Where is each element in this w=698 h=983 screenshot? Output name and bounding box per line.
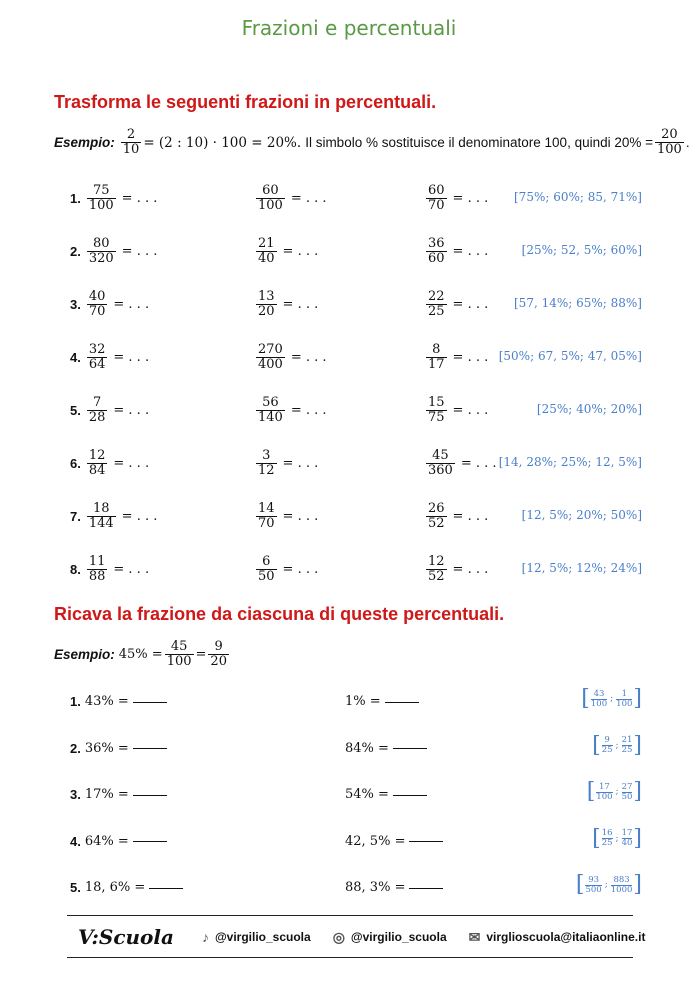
denominator: 10 [122, 142, 140, 157]
numerator: 60 [428, 183, 445, 198]
denominator: 100 [258, 198, 283, 213]
fraction [256, 343, 285, 372]
fraction-exercise [424, 184, 488, 213]
numerator: 11 [88, 554, 106, 569]
fraction [87, 237, 116, 266]
virgilio-scuola-logo: V:Scuola [78, 925, 174, 949]
fraction [426, 290, 447, 319]
percent: 42, 5% = [345, 833, 406, 849]
fraction [426, 184, 447, 213]
denominator: 12 [258, 463, 275, 478]
fraction-exercise [70, 290, 149, 319]
answer-key [587, 781, 642, 803]
fraction-exercise [254, 396, 327, 425]
ellipsis: = . . . [452, 244, 489, 259]
fraction [426, 449, 455, 478]
bracket-open: [ [575, 872, 585, 897]
section2-example [54, 640, 231, 669]
ellipsis: = . . . [290, 350, 327, 365]
row-number: 3. [70, 787, 81, 802]
row-number: 2. [70, 740, 81, 756]
answer-key: [50%; 67, 5%; 47, 05%] [498, 349, 642, 363]
ellipsis: = . . . [452, 297, 489, 312]
answer-blank[interactable] [409, 840, 443, 842]
example-fraction [165, 640, 194, 669]
row-number: 1. [70, 191, 81, 206]
ellipsis: = . . . [121, 191, 158, 206]
numerator: 56 [262, 395, 279, 410]
fraction [602, 736, 613, 755]
numerator: 75 [92, 183, 110, 198]
fraction-exercise [424, 396, 488, 425]
denominator: 320 [88, 251, 114, 266]
fraction-exercise [424, 343, 488, 372]
answer-blank[interactable] [133, 747, 167, 749]
numerator: 883 [613, 874, 630, 885]
fraction-exercise [70, 502, 157, 531]
percent-exercise [345, 787, 427, 802]
numerator: 12 [428, 554, 445, 569]
numerator: 13 [258, 289, 275, 304]
tiktok-icon: ♪ [201, 929, 209, 945]
denominator: 70 [88, 304, 106, 319]
example-equals: = [195, 647, 207, 662]
percent: 43% = [84, 694, 129, 709]
denominator: 84 [88, 463, 106, 478]
example-fraction-2 [655, 128, 684, 157]
numerator: 22 [428, 289, 445, 304]
ellipsis: = . . . [452, 509, 489, 524]
ellipsis: = . . . [121, 509, 158, 524]
bracket-close: ] [633, 732, 642, 758]
section1-heading: Trasforma le seguenti frazioni in percentuali. [54, 92, 437, 112]
answer-blank[interactable] [409, 887, 443, 889]
percent-exercise [70, 834, 167, 849]
ellipsis: = . . . [282, 244, 319, 259]
fraction [256, 555, 277, 584]
fraction [87, 449, 108, 478]
ellipsis: = . . . [460, 456, 497, 471]
percent: 84% = [345, 740, 389, 756]
fraction [256, 290, 277, 319]
percent: 88, 3% = [345, 880, 406, 895]
denominator: 25 [621, 745, 633, 755]
fraction [611, 876, 633, 895]
numerator: 16 [601, 828, 613, 838]
denominator: 100 [596, 791, 613, 802]
denominator: 360 [428, 463, 453, 478]
footer-divider-top [67, 915, 633, 916]
denominator: 100 [88, 198, 114, 213]
numerator: 36 [428, 236, 445, 251]
row-number: 4. [70, 350, 81, 365]
numerator: 14 [258, 501, 275, 516]
fraction [596, 783, 612, 802]
fraction-exercise [424, 555, 488, 584]
answer-blank[interactable] [133, 794, 167, 796]
numerator: 15 [428, 395, 445, 410]
ellipsis: = . . . [113, 562, 150, 577]
denominator: 20 [210, 654, 227, 669]
tiktok-handle[interactable]: @virgilio_scuola [214, 930, 311, 944]
separator: ; [615, 833, 619, 844]
percent-exercise [70, 694, 167, 709]
denominator: 500 [585, 884, 602, 895]
bracket-close: ] [633, 872, 642, 897]
denominator: 100 [166, 654, 192, 669]
percent-exercise [345, 694, 419, 709]
denominator: 88 [88, 569, 106, 584]
numerator: 26 [428, 501, 445, 516]
fraction-exercise [254, 184, 327, 213]
fraction-exercise [254, 290, 318, 319]
numerator: 40 [88, 289, 106, 304]
answer-key: [12, 5%; 20%; 50%] [521, 508, 642, 522]
numerator: 18 [92, 501, 110, 516]
denominator: 17 [428, 357, 445, 372]
row-number: 4. [70, 833, 81, 849]
percent-exercise [70, 880, 183, 895]
numerator: 6 [262, 554, 271, 569]
row-number: 2. [70, 244, 81, 259]
fraction [426, 555, 447, 584]
example-text: Il simbolo % sostituisce il denominatore 100, quindi 20% = [305, 135, 654, 150]
fraction [426, 502, 447, 531]
percent: 64% = [84, 833, 129, 849]
row-number: 1. [70, 694, 81, 709]
fraction-exercise [70, 396, 149, 425]
percent: 36% = [84, 740, 129, 756]
bracket-open: [ [592, 825, 601, 851]
denominator: 20 [258, 304, 275, 319]
numerator: 93 [588, 874, 600, 885]
ellipsis: = . . . [282, 509, 319, 524]
answer-key [576, 874, 642, 896]
denominator: 100 [657, 142, 682, 157]
fraction-exercise [70, 555, 149, 584]
percent: 1% = [345, 694, 381, 709]
answer-blank[interactable] [133, 701, 167, 703]
fraction-exercise [254, 237, 318, 266]
separator: ; [615, 787, 619, 797]
denominator: 25 [428, 304, 445, 319]
denominator: 64 [88, 357, 106, 372]
answer-key: [14, 28%; 25%; 12, 5%] [498, 455, 642, 469]
denominator: 52 [428, 569, 445, 584]
numerator: 9 [214, 639, 223, 654]
ellipsis: = . . . [113, 297, 150, 312]
fraction [591, 690, 607, 709]
numerator: 80 [92, 236, 110, 251]
fraction-exercise [424, 449, 497, 478]
fraction [256, 237, 277, 266]
fraction-exercise [70, 237, 157, 266]
numerator: 3 [262, 448, 271, 463]
answer-key: [57, 14%; 65%; 88%] [514, 296, 642, 310]
answer-blank[interactable] [133, 840, 167, 842]
fraction [622, 736, 633, 755]
percent-exercise [345, 834, 443, 849]
row-number: 3. [70, 297, 81, 312]
numerator: 9 [604, 735, 610, 745]
row-number: 7. [70, 509, 81, 524]
separator: ; [604, 880, 608, 890]
fraction [426, 396, 447, 425]
answer-blank[interactable] [393, 794, 427, 796]
fraction-exercise [424, 502, 488, 531]
ellipsis: = . . . [113, 403, 150, 418]
example-expression: = (2 : 10) · 100 = 20%. [143, 134, 302, 151]
numerator: 17 [621, 828, 633, 838]
percent: 54% = [345, 787, 389, 802]
ellipsis: = . . . [282, 297, 319, 312]
separator: ; [615, 740, 619, 751]
fraction [256, 449, 277, 478]
answer-blank[interactable] [393, 747, 427, 749]
fraction [256, 396, 285, 425]
footer-divider-bottom [67, 957, 633, 958]
denominator: 50 [258, 569, 275, 584]
fraction [602, 829, 613, 848]
row-number: 5. [70, 403, 81, 418]
example-label: Esempio: [54, 647, 115, 662]
fraction [426, 237, 447, 266]
fraction-exercise [70, 449, 149, 478]
numerator: 45 [170, 639, 188, 654]
numerator: 32 [88, 342, 106, 357]
denominator: 1000 [610, 884, 633, 895]
ellipsis: = . . . [282, 456, 319, 471]
bracket-open: [ [592, 732, 601, 758]
numerator: 270 [258, 342, 283, 357]
fraction [87, 502, 116, 531]
numerator: 12 [88, 448, 106, 463]
ellipsis: = . . . [113, 456, 150, 471]
section2-heading: Ricava la frazione da ciascuna di queste percentuali. [54, 604, 505, 624]
instagram-icon: ◎ [332, 928, 345, 945]
example-end: . [685, 135, 690, 150]
numerator: 21 [258, 236, 275, 251]
denominator: 400 [258, 357, 283, 372]
example-label: Esempio: [54, 135, 115, 150]
percent-exercise [70, 741, 167, 756]
answer-key: [75%; 60%; 85, 71%] [514, 190, 642, 204]
row-number: 5. [70, 880, 81, 895]
numerator: 43 [593, 688, 605, 699]
footer [78, 925, 645, 949]
percent-exercise [345, 880, 443, 895]
ellipsis: = . . . [290, 191, 327, 206]
section1-example [54, 128, 690, 157]
bracket-open: [ [586, 779, 596, 804]
denominator: 28 [88, 410, 106, 425]
fraction [256, 184, 285, 213]
numerator: 7 [92, 395, 102, 410]
fraction-exercise [254, 343, 327, 372]
answer-key: [25%; 40%; 20%] [536, 402, 642, 416]
ellipsis: = . . . [290, 403, 327, 418]
separator: ; [610, 694, 614, 704]
numerator: 60 [262, 183, 279, 198]
example-fraction-2 [208, 640, 229, 669]
numerator: 27 [621, 781, 633, 792]
numerator: 21 [621, 735, 633, 745]
fraction-exercise [424, 290, 488, 319]
ellipsis: = . . . [452, 562, 489, 577]
fraction-exercise [254, 502, 318, 531]
denominator: 100 [616, 698, 633, 709]
denominator: 25 [601, 745, 613, 755]
fraction [87, 343, 108, 372]
bracket-open: [ [581, 686, 590, 711]
denominator: 75 [428, 410, 445, 425]
fraction [622, 783, 633, 802]
fraction [426, 343, 447, 372]
answer-key [581, 688, 642, 710]
fraction [87, 184, 116, 213]
answer-key: [25%; 52, 5%; 60%] [521, 243, 642, 257]
numerator: 20 [661, 127, 678, 142]
ellipsis: = . . . [121, 244, 158, 259]
numerator: 45 [432, 448, 449, 463]
instagram-handle[interactable]: @virgilio_scuola [350, 930, 447, 944]
bracket-close: ] [633, 779, 642, 804]
email-address[interactable]: virglioscuola@italiaonline.it [486, 930, 646, 944]
ellipsis: = . . . [452, 350, 489, 365]
answer-blank[interactable] [385, 701, 419, 703]
denominator: 50 [621, 791, 633, 802]
answer-key [592, 732, 642, 758]
fraction-exercise [70, 343, 149, 372]
fraction [622, 829, 633, 848]
denominator: 40 [621, 838, 633, 848]
fraction [87, 555, 108, 584]
numerator: 8 [432, 342, 441, 357]
ellipsis: = . . . [282, 562, 319, 577]
fraction [616, 690, 632, 709]
denominator: 140 [258, 410, 283, 425]
email-icon: ✉ [468, 928, 481, 945]
numerator: 1 [621, 688, 627, 699]
fraction [87, 396, 108, 425]
percent-exercise [70, 787, 167, 802]
denominator: 60 [428, 251, 445, 266]
numerator: 2 [126, 127, 136, 142]
fraction-exercise [424, 237, 488, 266]
percent: 18, 6% = [84, 880, 146, 895]
denominator: 25 [601, 838, 613, 848]
fraction-exercise [254, 449, 318, 478]
denominator: 70 [428, 198, 445, 213]
denominator: 100 [590, 698, 608, 709]
example-fraction [121, 128, 142, 157]
fraction [256, 502, 277, 531]
answer-key [592, 825, 642, 851]
row-number: 8. [70, 562, 81, 577]
ellipsis: = . . . [452, 191, 489, 206]
ellipsis: = . . . [113, 350, 150, 365]
fraction-exercise [254, 555, 318, 584]
ellipsis: = . . . [452, 403, 489, 418]
answer-blank[interactable] [149, 887, 183, 889]
denominator: 70 [258, 516, 275, 531]
row-number: 6. [70, 456, 81, 471]
fraction-exercise [70, 184, 157, 213]
denominator: 144 [88, 516, 114, 531]
percent-exercise [345, 741, 427, 756]
numerator: 17 [599, 781, 610, 792]
denominator: 52 [428, 516, 445, 531]
example-percent: 45% = [118, 647, 163, 662]
answer-key: [12, 5%; 12%; 24%] [521, 561, 642, 575]
percent: 17% = [84, 787, 129, 802]
fraction [87, 290, 108, 319]
denominator: 40 [258, 251, 275, 266]
bracket-close: ] [633, 825, 642, 851]
page-title: Frazioni e percentuali [241, 16, 457, 40]
bracket-close: ] [633, 686, 642, 711]
fraction [585, 876, 601, 895]
